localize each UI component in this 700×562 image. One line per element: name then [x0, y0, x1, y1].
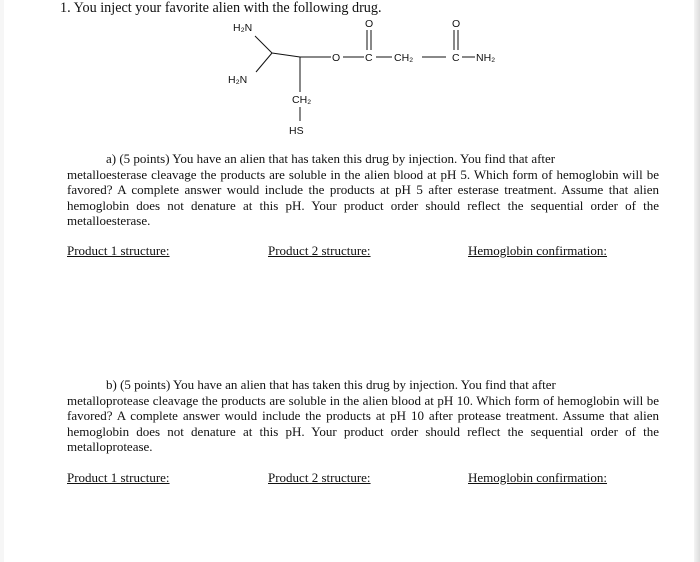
- methylene-label: CH₂: [394, 52, 414, 64]
- part-b-line-1: b) (5 points) You have an alien that has taken this drug by injection. You find that after: [106, 377, 556, 392]
- molecule-bonds: [255, 30, 475, 121]
- part-b-line-5: the metalloprotease.: [67, 423, 659, 455]
- carbonyl-oxygen-1-label: O: [365, 18, 374, 30]
- part-b-line-2: metalloprotease cleavage the products are soluble in the alien blood at pH 10. Which form of hemoglobin: [67, 392, 620, 408]
- part-a-line-4: alien hemoglobin does not denature at this pH. Your product order should reflect the sequential order of the: [67, 182, 659, 213]
- part-a-line-3: be favored? A complete answer would include the products at pH 5 after esterase treatment. Assume that: [67, 166, 659, 198]
- part-a-line-5: metalloesterase.: [67, 213, 151, 229]
- ester-oxygen-label: O: [332, 52, 341, 64]
- amine-top-label: H₂N: [233, 22, 253, 34]
- amide-nh2-label: NH₂: [476, 52, 496, 64]
- carbonyl-carbon-2-label: C: [452, 52, 460, 64]
- part-a-product-1-heading: Product 1 structure:: [67, 243, 170, 258]
- part-a-hemoglobin-heading: Hemoglobin confirmation:: [468, 243, 608, 258]
- part-b-line-3: will be favored? A complete answer would include the products at pH 10 after protease treatment. Assume: [67, 392, 660, 424]
- part-b-line-4: that alien hemoglobin does not denature at this pH. Your product order should reflect the sequential order of: [67, 408, 660, 439]
- part-a-line-1: a) (5 points) You have an alien that has taken this drug by injection. You find that after: [106, 151, 556, 166]
- part-a-question: [67, 151, 659, 229]
- side-chain-ch2-label: CH₂: [292, 94, 312, 106]
- part-a-line-2: metalloesterase cleavage the products are soluble in the alien blood at pH 5. Which form of hemoglobin will: [67, 166, 643, 182]
- carbonyl-oxygen-2-label: O: [452, 18, 461, 30]
- part-a-product-2-heading: Product 2 structure:: [268, 243, 371, 258]
- thiol-label: HS: [289, 125, 304, 137]
- part-b-product-1-heading: Product 1 structure:: [67, 470, 170, 485]
- part-b-hemoglobin-heading: Hemoglobin confirmation:: [468, 470, 608, 485]
- part-b-question: [67, 377, 659, 455]
- amine-left-label: H₂N: [228, 74, 248, 86]
- drug-structure: [0, 0, 700, 150]
- carbonyl-carbon-1-label: C: [365, 52, 373, 64]
- question-title: 1. You inject your favorite alien with the following drug.: [60, 0, 382, 16]
- part-b-product-2-heading: Product 2 structure:: [268, 470, 371, 485]
